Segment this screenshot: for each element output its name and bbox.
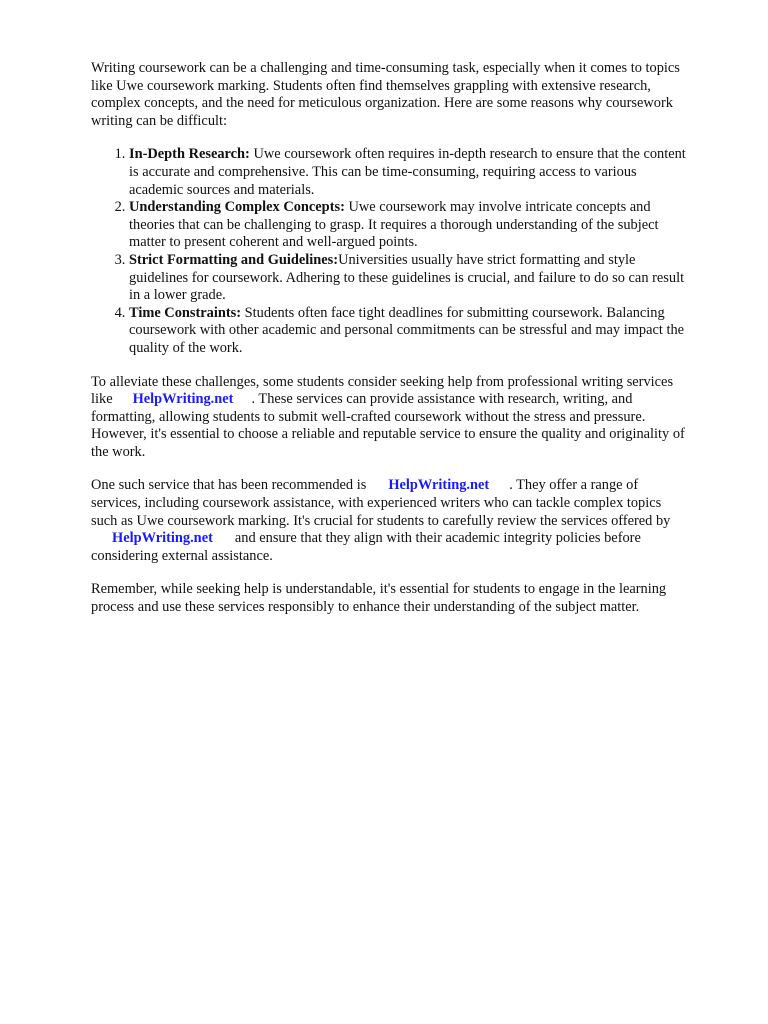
recommend-text-middle: . They offer a range of services, including coursework assistance, with experienced writers who can tackle complex topics such as Uwe coursework marking. It's crucial for students to carefully review the services offered by xyxy=(91,477,671,529)
list-item xyxy=(129,199,691,252)
alleviate-paragraph xyxy=(91,374,691,462)
recommend-text-after: and ensure that they align with their academic integrity policies before considering external assistance. xyxy=(91,530,641,564)
helpwriting-link[interactable]: HelpWriting.net xyxy=(132,391,234,408)
list-item xyxy=(129,305,691,358)
reason-text: Universities usually have strict formatting and style guidelines for coursework. Adhering to these guidelines is crucial, and failure to do so can result in a lower grade. xyxy=(129,251,685,304)
helpwriting-link[interactable]: HelpWriting.net xyxy=(388,477,490,494)
recommend-paragraph xyxy=(91,477,691,565)
reason-text: Uwe coursework may involve intricate concepts and theories that can be challenging to grasp. It requires a thorough understanding of the subject matter to present coherent and well-argued points. xyxy=(129,199,659,251)
helpwriting-link[interactable]: HelpWriting.net xyxy=(112,530,213,547)
document-body xyxy=(91,60,691,633)
reason-text: Students often face tight deadlines for submitting coursework. Balancing coursework with other academic and personal commitments can be stressful and may impact the quality of the work. xyxy=(129,304,685,356)
reason-term: Strict Formatting and Guidelines: xyxy=(129,251,339,268)
reasons-list xyxy=(91,146,691,357)
list-item xyxy=(129,252,691,305)
closing-paragraph: Remember, while seeking help is understandable, it's essential for students to engage in the learning process and use these services responsibly to enhance their understanding of the subject matter. xyxy=(91,581,667,616)
alleviate-text-after: . These services can provide assistance with research, writing, and formatting, allowing students to submit well-crafted coursework without the stress and pressure. However, it's essential to choose a reliable and reputable service to ensure the quality and originality of the work. xyxy=(91,391,685,460)
alleviate-text-before: To alleviate these challenges, some students consider seeking help from professional writing services like xyxy=(91,373,674,408)
reason-term: Time Constraints: xyxy=(129,304,242,321)
reason-term: Understanding Complex Concepts: xyxy=(129,199,345,216)
intro-paragraph: Writing coursework can be a challenging and time-consuming task, especially when it comes to topics like Uwe coursework marking. Students often find themselves grappling with extensive research, complex concepts, and the need for meticulous organization. Here are some reasons why coursework writing can be difficult: xyxy=(91,60,680,129)
recommend-text-before: One such service that has been recommended is xyxy=(91,477,367,494)
reason-text: Uwe coursework often requires in-depth research to ensure that the content is accurate and comprehensive. This can be time-consuming, requiring access to various academic sources and materials. xyxy=(129,146,686,198)
list-item xyxy=(129,146,691,199)
reason-term: In-Depth Research: xyxy=(129,146,250,163)
